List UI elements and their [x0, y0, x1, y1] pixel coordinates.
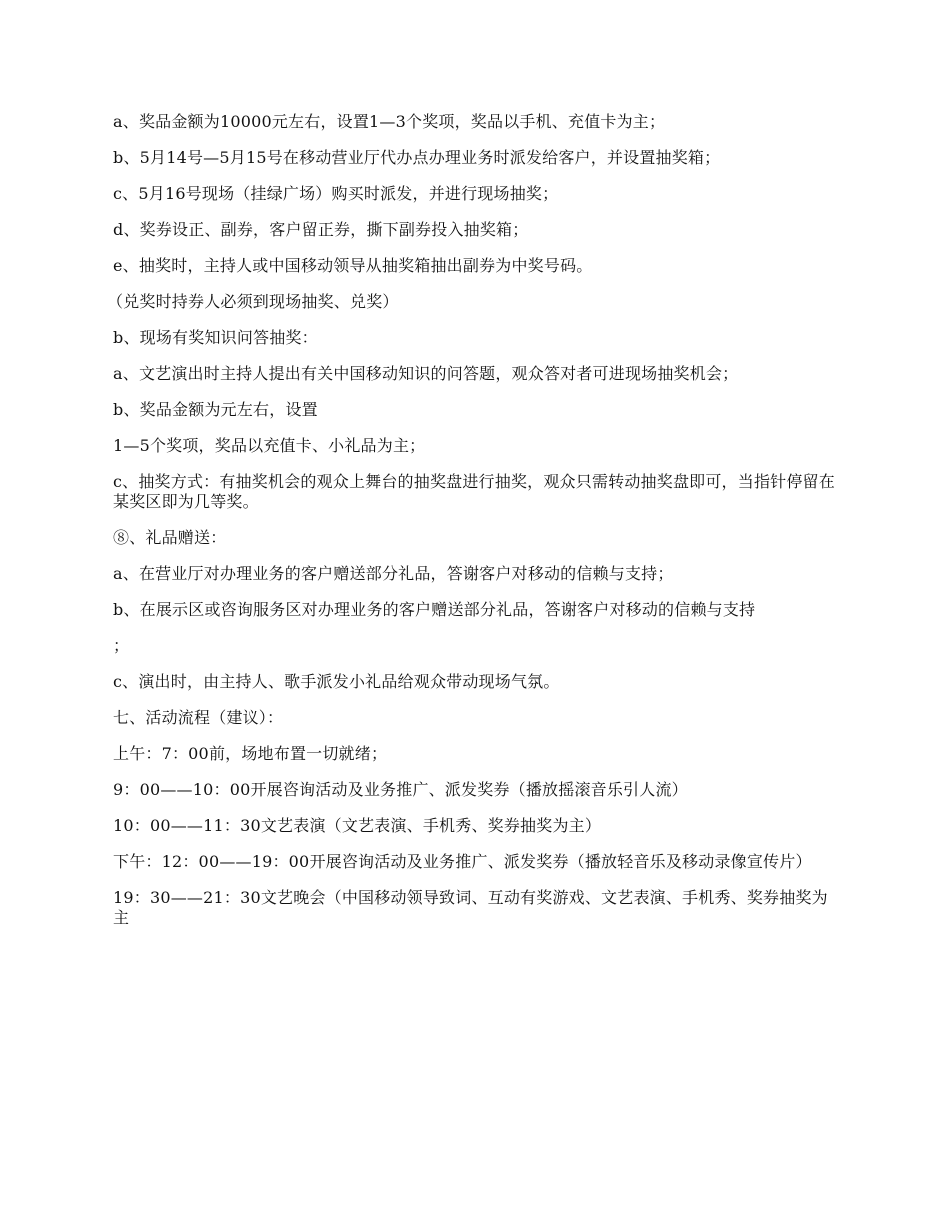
paragraph-gift-exhibition-area: b、在展示区或咨询服务区对办理业务的客户赠送部分礼品，答谢客户对移动的信赖与支持 [113, 600, 756, 619]
schedule-item-0900: 9：00——10：00开展咨询活动及业务推广、派发奖券（播放摇滚音乐引人流） [113, 780, 688, 799]
schedule-item-evening: 19：30——21：30文艺晚会（中国移动领导致词、互动有奖游戏、文艺表演、手机秀、奖券抽奖为主 [113, 888, 828, 927]
paragraph-prize-amount: a、奖品金额为10000元左右，设置1—3个奖项，奖品以手机、充值卡为主； [113, 112, 666, 131]
paragraph-ticket-distribution-onsite: c、5月16号现场（挂绿广场）购买时派发，并进行现场抽奖； [113, 184, 559, 203]
paragraph-ticket-distribution-business-hall: b、5月14号—5月15号在移动营业厅代办点办理业务时派发给客户，并设置抽奖箱； [113, 148, 721, 167]
paragraph-quiz-questions: a、文艺演出时主持人提出有关中国移动知识的问答题，观众答对者可进现场抽奖机会； [113, 364, 739, 383]
paragraph-gift-performance: c、演出时，由主持人、歌手派发小礼品给观众带动现场气氛。 [113, 672, 560, 691]
schedule-item-1000: 10：00——11：30文艺表演（文艺表演、手机秀、奖券抽奖为主） [113, 816, 602, 835]
schedule-item-afternoon: 下午：12：00——19：00开展咨询活动及业务推广、派发奖券（播放轻音乐及移动录像宣传片） [113, 852, 812, 871]
paragraph-quiz-heading: b、现场有奖知识问答抽奖： [113, 328, 318, 347]
document-body [107, 112, 838, 944]
paragraph-gift-heading: ⑧、礼品赠送： [113, 528, 227, 547]
section-heading-activity-flow: 七、活动流程（建议）： [113, 708, 284, 727]
paragraph-ticket-stubs: d、奖券设正、副券，客户留正券，撕下副券投入抽奖箱； [113, 220, 529, 239]
paragraph-lottery-wheel: c、抽奖方式：有抽奖机会的观众上舞台的抽奖盘进行抽奖，观众只需转动抽奖盘即可，当指针停留在某奖区即为几等奖。 [113, 472, 835, 511]
paragraph-quiz-prize-items: 1—5个奖项，奖品以充值卡、小礼品为主； [113, 436, 426, 455]
paragraph-quiz-prize-amount: b、奖品金额为元左右，设置 [113, 400, 318, 419]
paragraph-draw-method: e、抽奖时，主持人或中国移动领导从抽奖箱抽出副券为中奖号码。 [113, 256, 593, 275]
paragraph-gift-business-hall: a、在营业厅对办理业务的客户赠送部分礼品，答谢客户对移动的信赖与支持； [113, 564, 674, 583]
schedule-morning-setup: 上午：7：00前，场地布置一切就绪； [113, 744, 388, 763]
paragraph-redemption-note: （兑奖时持券人必须到现场抽奖、兑奖） [107, 292, 399, 311]
paragraph-stray-semicolon: ； [113, 636, 130, 655]
